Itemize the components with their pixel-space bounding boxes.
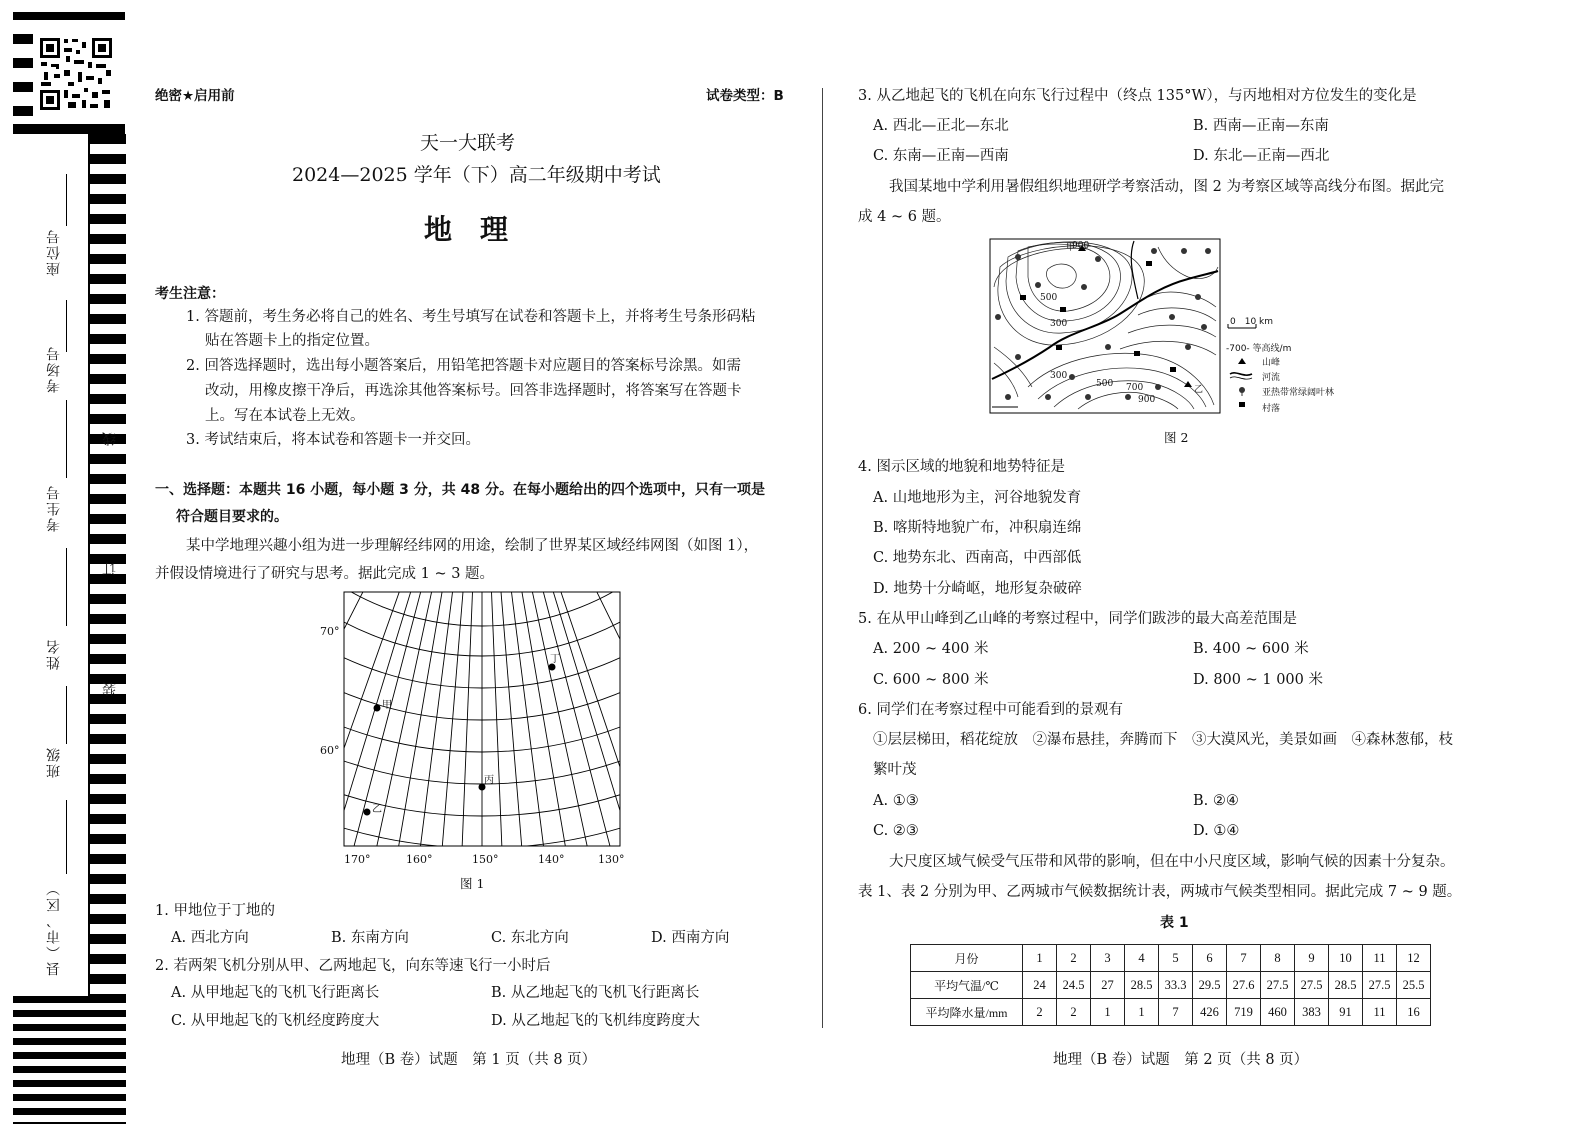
lon-label-140: 140°	[538, 853, 565, 866]
section-heading: 一、选择题：本题共 16 小题，每小题 3 分，共 48 分。在每小题给出的四个选项中，只有一项是	[155, 482, 765, 498]
intro-2-cont: 成 4 ~ 6 题。	[858, 209, 951, 225]
q1-option-b[interactable]: B. 东南方向	[331, 930, 409, 946]
table-cell: 1	[1023, 945, 1057, 972]
legend-scale: 0 10 km	[1230, 317, 1274, 327]
peak-label-jia: 甲	[1066, 243, 1076, 253]
table-cell: 11	[1363, 945, 1397, 972]
secret-mark: 绝密★启用前	[155, 88, 235, 104]
q3-stem: 3. 从乙地起飞的飞机在向东飞行过程中（终点 135°W），与丙地相对方位发生的变化是	[858, 88, 1417, 104]
table-cell: 7	[1159, 999, 1193, 1026]
footer-left: 地理（B 卷）试题 第 1 页（共 8 页）	[341, 1052, 597, 1068]
notice-line: 上。写在本试卷上无效。	[205, 408, 365, 424]
room-label: 考场号	[46, 345, 62, 393]
table-cell: 16	[1397, 999, 1431, 1026]
q4-option-a[interactable]: A. 山地地形为主，河谷地貌发育	[873, 490, 1082, 506]
cut-ding-label: 订	[102, 560, 118, 576]
table-cell: 12	[1397, 945, 1431, 972]
q2-option-a[interactable]: A. 从甲地起飞的飞机飞行距离长	[171, 985, 380, 1001]
table-cell: 33.3	[1159, 972, 1193, 999]
q4-option-b[interactable]: B. 喀斯特地貌广布，冲积扇连绵	[873, 520, 1082, 536]
point-yi	[364, 809, 371, 816]
contour-label: 300	[1050, 319, 1068, 329]
table-cell: 25.5	[1397, 972, 1431, 999]
table-cell: 28.5	[1125, 972, 1159, 999]
point-label-yi: 乙	[372, 804, 382, 815]
table-cell: 24.5	[1057, 972, 1091, 999]
q3-option-d[interactable]: D. 东北—正南—西北	[1193, 148, 1330, 164]
lon-label-130: 130°	[598, 853, 625, 866]
table-row-months	[911, 945, 1431, 972]
contour-label: 300	[1050, 371, 1068, 381]
class-label: 班级	[46, 746, 62, 778]
lon-label-150: 150°	[472, 853, 499, 866]
table-cell: 9	[1295, 945, 1329, 972]
table-cell: 27.5	[1363, 972, 1397, 999]
q5-option-a[interactable]: A. 200 ~ 400 米	[873, 641, 989, 657]
legend-village: 村落	[1262, 404, 1281, 414]
q1-stem: 1. 甲地位于丁地的	[155, 903, 275, 919]
q2-option-b[interactable]: B. 从乙地起飞的飞机飞行距离长	[491, 985, 700, 1001]
blank-line	[66, 800, 67, 874]
table-1-climate	[910, 944, 1431, 1026]
table-cell: 460	[1261, 999, 1295, 1026]
table-cell: 4	[1125, 945, 1159, 972]
table-cell: 2	[1057, 999, 1091, 1026]
blank-line	[66, 400, 67, 478]
county-label: 县（市、区）	[46, 880, 62, 976]
q4-stem: 4. 图示区域的地貌和地势特征是	[858, 459, 1065, 475]
intro-2: 我国某地中学利用暑假组织地理研学考察活动，图 2 为考察区域等高线分布图。据此完	[889, 179, 1444, 195]
intro-1-cont: 并假设情境进行了研究与思考。据此完成 1 ~ 3 题。	[155, 566, 495, 582]
figure-2-caption: 图 2	[1164, 430, 1189, 445]
blank-line	[66, 300, 67, 352]
table-cell: 719	[1227, 999, 1261, 1026]
q1-option-a[interactable]: A. 西北方向	[171, 930, 249, 946]
column-divider	[822, 88, 823, 1028]
figure-1-caption: 图 1	[460, 876, 485, 891]
intro-1: 某中学地理兴趣小组为进一步理解经纬网的用途，绘制了世界某区域经纬网图（如图 1），	[186, 538, 759, 554]
q6-option-a[interactable]: A. ①③	[873, 793, 919, 809]
table-cell: 29.5	[1193, 972, 1227, 999]
table-cell: 27.5	[1261, 972, 1295, 999]
notice-line: 1. 答题前，考生务必将自己的姓名、考生号填写在试卷和答题卡上，并将考生号条形码粘	[186, 309, 756, 325]
peak-label-yi: 乙	[1194, 385, 1204, 395]
q2-option-d[interactable]: D. 从乙地起飞的飞机纬度跨度大	[491, 1013, 700, 1029]
point-label-ding: 丁	[550, 654, 560, 665]
q5-option-c[interactable]: C. 600 ~ 800 米	[873, 672, 989, 688]
lat-label-70: 70°	[320, 625, 340, 638]
q6-option-d[interactable]: D. ①④	[1193, 823, 1240, 839]
figure-1-graticule-map	[318, 588, 638, 872]
point-jia	[374, 705, 381, 712]
barcode-top-left	[13, 12, 125, 136]
table-cell: 1	[1125, 999, 1159, 1026]
point-label-bing: 丙	[484, 775, 494, 786]
table-cell: 426	[1193, 999, 1227, 1026]
intro-3-cont: 表 1、表 2 分别为甲、乙两城市气候数据统计表，两城市气候类型相同。据此完成 7 ~ 9 题。	[858, 884, 1462, 900]
notice-line: 2. 回答选择题时，选出每小题答案后，用铅笔把答题卡对应题目的答案标号涂黑。如需	[186, 358, 741, 374]
table-row-temperature	[911, 972, 1431, 999]
legend-contour: -700- 等高线/m	[1226, 344, 1292, 354]
table-cell: 28.5	[1329, 972, 1363, 999]
table-row-precipitation	[911, 999, 1431, 1026]
contour-label: 900	[1072, 241, 1090, 251]
notice-title: 考生注意：	[155, 286, 225, 302]
q5-option-b[interactable]: B. 400 ~ 600 米	[1193, 641, 1309, 657]
barcode-bottom	[13, 996, 126, 1124]
q3-option-a[interactable]: A. 西北—正北—东北	[873, 118, 1009, 134]
seat-label: 座位号	[46, 228, 62, 276]
table-1-title: 表 1	[1160, 915, 1189, 931]
table-cell: 8	[1261, 945, 1295, 972]
table-header-month: 月份	[911, 945, 1023, 972]
exam-number-label: 考生号	[46, 484, 62, 532]
table-cell: 383	[1295, 999, 1329, 1026]
contour-label: 500	[1040, 293, 1058, 303]
paper-type: 试卷类型：B	[706, 88, 784, 104]
table-cell: 27.6	[1227, 972, 1261, 999]
q3-option-c[interactable]: C. 东南—正南—西南	[873, 148, 1009, 164]
table-cell: 7	[1227, 945, 1261, 972]
contour-label: 700	[1126, 383, 1144, 393]
table-cell: 27	[1091, 972, 1125, 999]
point-label-jia: 甲	[382, 700, 392, 711]
table-cell: 3	[1091, 945, 1125, 972]
q6-stem: 6. 同学们在考察过程中可能看到的景观有	[858, 702, 1123, 718]
lat-label-60: 60°	[320, 744, 340, 757]
table-cell: 2	[1057, 945, 1091, 972]
lon-label-160: 160°	[406, 853, 433, 866]
q6-option-b[interactable]: B. ②④	[1193, 793, 1239, 809]
table-cell: 24	[1023, 972, 1057, 999]
cut-zhuang-label: 装	[102, 680, 118, 696]
table-cell: 11	[1363, 999, 1397, 1026]
contour-label: 900	[1138, 395, 1156, 405]
legend-forest: 亚热带常绿阔叶林	[1262, 388, 1335, 398]
cut-line-label: 线	[102, 430, 118, 446]
q3-option-b[interactable]: B. 西南—正南—东南	[1193, 118, 1329, 134]
table-cell: 6	[1193, 945, 1227, 972]
exam-title: 2024—2025 学年（下）高二年级期中考试	[292, 164, 661, 186]
table-cell: 10	[1329, 945, 1363, 972]
table-cell: 1	[1091, 999, 1125, 1026]
contour-label: 500	[1096, 379, 1114, 389]
figure-2-legend-symbols	[1226, 322, 1266, 412]
table-header-precipitation: 平均降水量/mm	[911, 999, 1023, 1026]
q6-option-c[interactable]: C. ②③	[873, 823, 919, 839]
q6-scenery-list-cont: 繁叶茂	[873, 762, 917, 778]
blank-line	[66, 548, 67, 626]
q4-option-c[interactable]: C. 地势东北、西南高，中西部低	[873, 550, 1082, 566]
q5-stem: 5. 在从甲山峰到乙山峰的考察过程中，同学们跋涉的最大高差范围是	[858, 611, 1297, 627]
table-cell: 91	[1329, 999, 1363, 1026]
exam-organizer: 天一大联考	[420, 132, 516, 154]
blank-line	[66, 686, 67, 744]
q4-option-d[interactable]: D. 地势十分崎岖，地形复杂破碎	[873, 581, 1082, 597]
q2-option-c[interactable]: C. 从甲地起飞的飞机经度跨度大	[171, 1013, 380, 1029]
notice-line: 贴在答题卡上的指定位置。	[205, 333, 379, 349]
lon-label-170: 170°	[344, 853, 371, 866]
table-cell: 27.5	[1295, 972, 1329, 999]
legend-river: 河流	[1262, 373, 1281, 383]
notice-line: 改动，用橡皮擦干净后，再选涂其他答案标号。回答非选择题时，将答案写在答题卡	[205, 383, 742, 399]
q2-stem: 2. 若两架飞机分别从甲、乙两地起飞，向东等速飞行一小时后	[155, 958, 551, 974]
q1-option-c[interactable]: C. 东北方向	[491, 930, 569, 946]
section-heading-cont: 符合题目要求的。	[176, 509, 288, 525]
table-header-temperature: 平均气温/℃	[911, 972, 1023, 999]
blank-line	[66, 174, 67, 226]
footer-right: 地理（B 卷）试题 第 2 页（共 8 页）	[1053, 1052, 1309, 1068]
q1-option-d[interactable]: D. 西南方向	[651, 930, 730, 946]
intro-3: 大尺度区域气候受气压带和风带的影响，但在中小尺度区域，影响气候的因素十分复杂。	[889, 854, 1455, 870]
notice-line: 3. 考试结束后，将本试卷和答题卡一并交回。	[186, 432, 480, 448]
subject-title: 地 理	[424, 213, 509, 246]
q6-scenery-list: ①层层梯田，稻花绽放 ②瀑布悬挂，奔腾而下 ③大漠风光，美景如画 ④森林葱郁，枝	[873, 732, 1453, 748]
name-label: 姓名	[46, 638, 62, 670]
table-cell: 2	[1023, 999, 1057, 1026]
legend-peak: 山峰	[1262, 358, 1281, 368]
table-cell: 5	[1159, 945, 1193, 972]
q5-option-d[interactable]: D. 800 ~ 1 000 米	[1193, 672, 1323, 688]
